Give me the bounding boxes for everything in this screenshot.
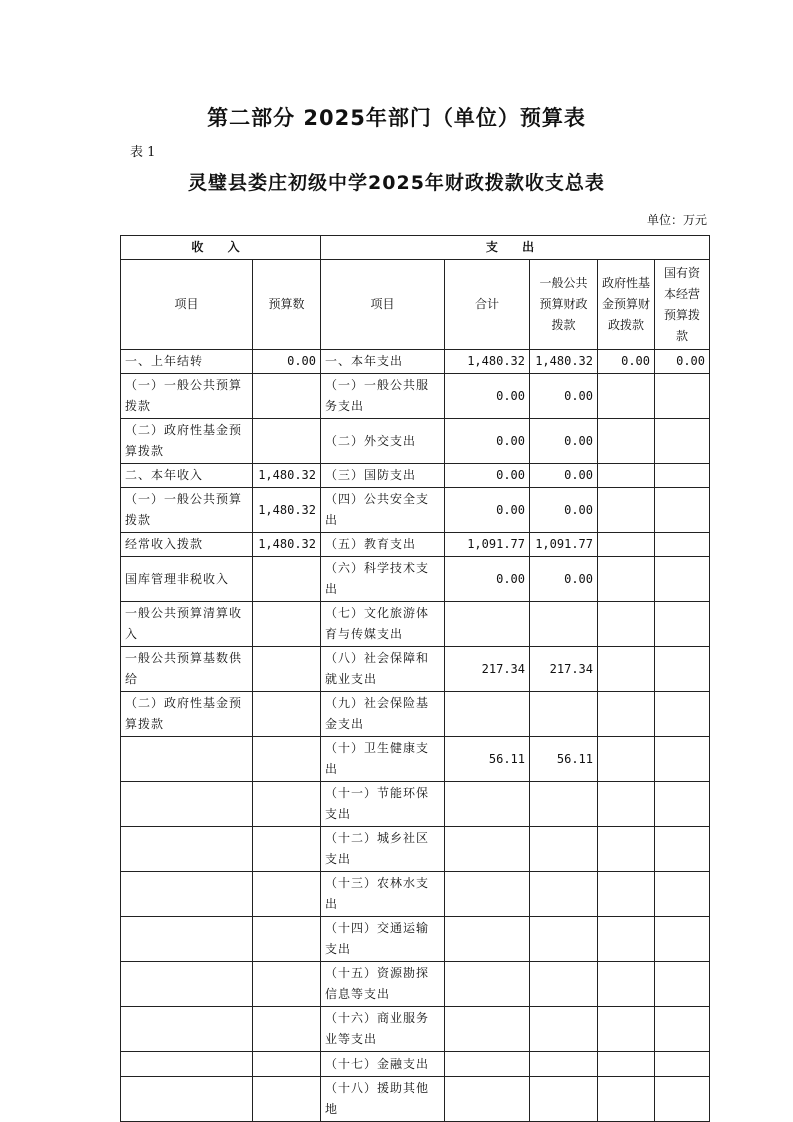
table-row bbox=[121, 917, 710, 962]
income-item bbox=[121, 737, 253, 782]
state-capital-value bbox=[655, 533, 710, 557]
income-item: （二）政府性基金预算拨款 bbox=[121, 692, 253, 737]
income-item: （二）政府性基金预算拨款 bbox=[121, 419, 253, 464]
income-value bbox=[253, 647, 321, 692]
total-value: 0.00 bbox=[445, 374, 530, 419]
table-row bbox=[121, 488, 710, 533]
state-capital-value bbox=[655, 692, 710, 737]
general-budget-value: 1,480.32 bbox=[530, 350, 598, 374]
col-total: 合计 bbox=[445, 260, 530, 350]
expense-item: （九）社会保险基金支出 bbox=[321, 692, 445, 737]
income-value: 1,480.32 bbox=[253, 533, 321, 557]
total-value: 0.00 bbox=[445, 557, 530, 602]
fund-budget-value bbox=[598, 533, 655, 557]
income-value bbox=[253, 872, 321, 917]
col-state-capital: 国有资本经营预算拨款 bbox=[655, 260, 710, 350]
income-item: 一般公共预算清算收入 bbox=[121, 602, 253, 647]
income-header: 收 入 bbox=[121, 236, 321, 260]
table-row bbox=[121, 872, 710, 917]
income-value: 1,480.32 bbox=[253, 464, 321, 488]
total-value: 0.00 bbox=[445, 419, 530, 464]
total-value bbox=[445, 872, 530, 917]
state-capital-value bbox=[655, 827, 710, 872]
table-row bbox=[121, 692, 710, 737]
income-item: （一）一般公共预算拨款 bbox=[121, 488, 253, 533]
table-row bbox=[121, 419, 710, 464]
total-value: 0.00 bbox=[445, 488, 530, 533]
fund-budget-value bbox=[598, 692, 655, 737]
income-value: 1,480.32 bbox=[253, 488, 321, 533]
fund-budget-value bbox=[598, 557, 655, 602]
fund-budget-value bbox=[598, 827, 655, 872]
general-budget-value: 0.00 bbox=[530, 557, 598, 602]
table-row bbox=[121, 1007, 710, 1052]
col-income-budget: 预算数 bbox=[253, 260, 321, 350]
expense-item: （八）社会保障和就业支出 bbox=[321, 647, 445, 692]
fund-budget-value bbox=[598, 737, 655, 782]
income-item bbox=[121, 872, 253, 917]
col-general-budget: 一般公共预算财政拨款 bbox=[530, 260, 598, 350]
income-item: 一、上年结转 bbox=[121, 350, 253, 374]
budget-table bbox=[120, 235, 710, 1122]
income-value bbox=[253, 782, 321, 827]
general-budget-value: 0.00 bbox=[530, 488, 598, 533]
income-item: 一般公共预算基数供给 bbox=[121, 647, 253, 692]
expense-item: （六）科学技术支出 bbox=[321, 557, 445, 602]
state-capital-value bbox=[655, 1052, 710, 1077]
general-budget-value bbox=[530, 917, 598, 962]
total-value bbox=[445, 827, 530, 872]
expense-item: （十七）金融支出 bbox=[321, 1052, 445, 1077]
state-capital-value bbox=[655, 419, 710, 464]
general-budget-value bbox=[530, 1007, 598, 1052]
general-budget-value: 0.00 bbox=[530, 464, 598, 488]
total-value bbox=[445, 782, 530, 827]
total-value bbox=[445, 1052, 530, 1077]
income-item bbox=[121, 962, 253, 1007]
general-budget-value bbox=[530, 872, 598, 917]
expense-item: （十六）商业服务业等支出 bbox=[321, 1007, 445, 1052]
state-capital-value bbox=[655, 647, 710, 692]
expense-item: （二）外交支出 bbox=[321, 419, 445, 464]
fund-budget-value bbox=[598, 464, 655, 488]
state-capital-value bbox=[655, 917, 710, 962]
table-row bbox=[121, 602, 710, 647]
income-value bbox=[253, 692, 321, 737]
general-budget-value bbox=[530, 602, 598, 647]
general-budget-value: 0.00 bbox=[530, 419, 598, 464]
table-body bbox=[121, 350, 710, 1122]
income-value: 0.00 bbox=[253, 350, 321, 374]
table-title: 灵璧县娄庄初级中学2025年财政拨款收支总表 bbox=[188, 172, 605, 194]
table-row bbox=[121, 464, 710, 488]
total-value: 1,480.32 bbox=[445, 350, 530, 374]
part-title: 第二部分 2025年部门（单位）预算表 bbox=[207, 106, 586, 130]
state-capital-value bbox=[655, 374, 710, 419]
total-value bbox=[445, 602, 530, 647]
income-item bbox=[121, 917, 253, 962]
table-row bbox=[121, 533, 710, 557]
income-value bbox=[253, 1077, 321, 1122]
expense-item: （五）教育支出 bbox=[321, 533, 445, 557]
fund-budget-value bbox=[598, 647, 655, 692]
table-row bbox=[121, 737, 710, 782]
expense-item: （四）公共安全支出 bbox=[321, 488, 445, 533]
table-row bbox=[121, 827, 710, 872]
income-value bbox=[253, 962, 321, 1007]
fund-budget-value bbox=[598, 602, 655, 647]
income-item bbox=[121, 782, 253, 827]
table-row bbox=[121, 374, 710, 419]
expense-item: （十五）资源勘探信息等支出 bbox=[321, 962, 445, 1007]
income-value bbox=[253, 374, 321, 419]
expense-item: 一、本年支出 bbox=[321, 350, 445, 374]
table-row bbox=[121, 1077, 710, 1122]
col-fund-budget: 政府性基金预算财政拨款 bbox=[598, 260, 655, 350]
expense-item: （七）文化旅游体育与传媒支出 bbox=[321, 602, 445, 647]
income-item bbox=[121, 827, 253, 872]
state-capital-value bbox=[655, 962, 710, 1007]
total-value bbox=[445, 917, 530, 962]
state-capital-value bbox=[655, 1077, 710, 1122]
income-item: 经常收入拨款 bbox=[121, 533, 253, 557]
fund-budget-value bbox=[598, 488, 655, 533]
general-budget-value bbox=[530, 1052, 598, 1077]
state-capital-value bbox=[655, 1007, 710, 1052]
general-budget-value bbox=[530, 962, 598, 1007]
expense-item: （十八）援助其他地 bbox=[321, 1077, 445, 1122]
income-value bbox=[253, 557, 321, 602]
state-capital-value bbox=[655, 737, 710, 782]
expense-item: （十二）城乡社区支出 bbox=[321, 827, 445, 872]
state-capital-value bbox=[655, 557, 710, 602]
col-expense-item: 项目 bbox=[321, 260, 445, 350]
state-capital-value: 0.00 bbox=[655, 350, 710, 374]
fund-budget-value bbox=[598, 1007, 655, 1052]
income-value bbox=[253, 827, 321, 872]
total-value bbox=[445, 692, 530, 737]
income-value bbox=[253, 602, 321, 647]
income-item: 国库管理非税收入 bbox=[121, 557, 253, 602]
state-capital-value bbox=[655, 782, 710, 827]
total-value: 1,091.77 bbox=[445, 533, 530, 557]
expense-item: （十四）交通运输支出 bbox=[321, 917, 445, 962]
general-budget-value: 1,091.77 bbox=[530, 533, 598, 557]
expense-item: （十）卫生健康支出 bbox=[321, 737, 445, 782]
fund-budget-value bbox=[598, 872, 655, 917]
col-income-item: 项目 bbox=[121, 260, 253, 350]
unit-label: 单位：万元 bbox=[646, 213, 707, 227]
table-row bbox=[121, 350, 710, 374]
total-value bbox=[445, 962, 530, 1007]
general-budget-value: 217.34 bbox=[530, 647, 598, 692]
expense-item: （一）一般公共服务支出 bbox=[321, 374, 445, 419]
expense-item: （十一）节能环保支出 bbox=[321, 782, 445, 827]
total-value: 0.00 bbox=[445, 464, 530, 488]
general-budget-value: 0.00 bbox=[530, 374, 598, 419]
income-item bbox=[121, 1007, 253, 1052]
income-item: （一）一般公共预算拨款 bbox=[121, 374, 253, 419]
general-budget-value bbox=[530, 1077, 598, 1122]
state-capital-value bbox=[655, 464, 710, 488]
fund-budget-value bbox=[598, 374, 655, 419]
general-budget-value: 56.11 bbox=[530, 737, 598, 782]
state-capital-value bbox=[655, 872, 710, 917]
income-value bbox=[253, 1052, 321, 1077]
table-number: 表 1 bbox=[130, 145, 156, 160]
income-item bbox=[121, 1077, 253, 1122]
state-capital-value bbox=[655, 488, 710, 533]
table-row bbox=[121, 962, 710, 1007]
income-value bbox=[253, 419, 321, 464]
total-value bbox=[445, 1007, 530, 1052]
general-budget-value bbox=[530, 827, 598, 872]
income-item bbox=[121, 1052, 253, 1077]
table-row bbox=[121, 557, 710, 602]
income-item: 二、本年收入 bbox=[121, 464, 253, 488]
income-value bbox=[253, 917, 321, 962]
fund-budget-value bbox=[598, 917, 655, 962]
fund-budget-value bbox=[598, 782, 655, 827]
general-budget-value bbox=[530, 692, 598, 737]
fund-budget-value bbox=[598, 1077, 655, 1122]
income-value bbox=[253, 737, 321, 782]
table-row bbox=[121, 647, 710, 692]
total-value bbox=[445, 1077, 530, 1122]
fund-budget-value bbox=[598, 962, 655, 1007]
income-value bbox=[253, 1007, 321, 1052]
fund-budget-value: 0.00 bbox=[598, 350, 655, 374]
total-value: 56.11 bbox=[445, 737, 530, 782]
expense-item: （十三）农林水支出 bbox=[321, 872, 445, 917]
state-capital-value bbox=[655, 602, 710, 647]
expense-item: （三）国防支出 bbox=[321, 464, 445, 488]
general-budget-value bbox=[530, 782, 598, 827]
fund-budget-value bbox=[598, 419, 655, 464]
total-value: 217.34 bbox=[445, 647, 530, 692]
table-row bbox=[121, 1052, 710, 1077]
expense-header: 支 出 bbox=[321, 236, 710, 260]
fund-budget-value bbox=[598, 1052, 655, 1077]
table-row bbox=[121, 782, 710, 827]
